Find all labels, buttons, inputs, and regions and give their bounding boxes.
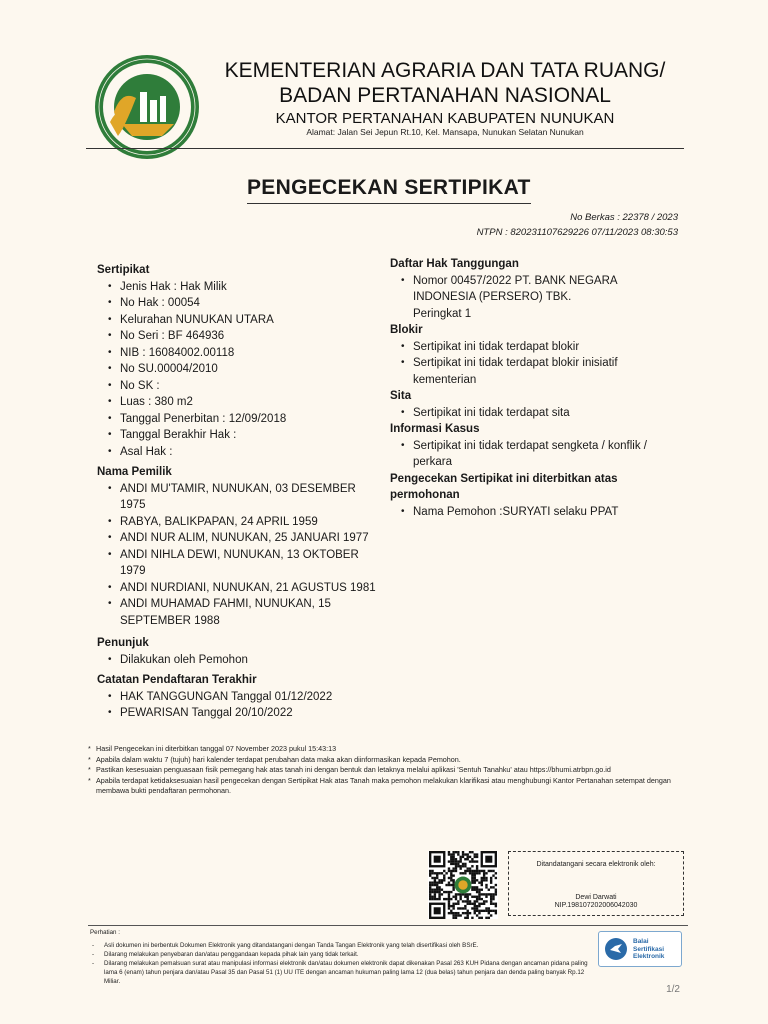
list-item: • Tanggal Penerbitan : 12/09/2018 <box>97 411 377 428</box>
bsre-line-2: Sertifikasi <box>633 945 665 953</box>
list-item: • RABYA, BALIKPAPAN, 24 APRIL 1959 <box>97 514 377 531</box>
penunjuk-list <box>97 652 377 669</box>
list-item: • Luas : 380 m2 <box>97 394 377 411</box>
sertipikat-list <box>97 279 377 461</box>
document-title: PENGECEKAN SERTIPIKAT <box>247 176 531 204</box>
list-item: • ANDI MU'TAMIR, NUNUKAN, 03 DESEMBER 1975 <box>97 481 377 514</box>
footer-item: - Dilarang melakukan pemalsuan surat atau manipulasi informasi elektronik dan/atau dokumen elektronik dapat dikenakan Pasal 263 KUH Pidana dengan ancaman pidana paling lama 6 (enam) tahun penjara dan/atau Pasal 35 dan Pasal 51 (1) UU ITE dengan ancaman hukuman paling lama 12 (dua belas) tahun penjara dan denda paling banyak Rp.12 Miliar. <box>92 959 592 986</box>
section-heading-permohonan: Pengecekan Sertipikat ini diterbitkan atas permohonan <box>390 472 618 501</box>
list-item: • Asal Hak : <box>97 444 377 461</box>
bsre-line-1: Balai <box>633 938 649 945</box>
no-berkas: No Berkas : 22378 / 2023 <box>570 212 678 223</box>
catatan-list <box>97 689 377 722</box>
list-item: • No SK : <box>97 378 377 395</box>
list-item: • Tanggal Berakhir Hak : <box>97 427 377 444</box>
qr-code <box>428 851 498 919</box>
list-item: • Sertipikat ini tidak terdapat sengketa / konflik / perkara <box>390 438 680 471</box>
footer-list <box>92 941 592 986</box>
section-heading-tanggungan: Daftar Hak Tanggungan <box>390 258 519 270</box>
list-item: • Nomor 00457/2022 PT. BANK NEGARA INDONESIA (PERSERO) TBK. <box>390 273 680 306</box>
section-heading-blokir: Blokir <box>390 324 423 336</box>
section-heading-catatan: Catatan Pendaftaran Terakhir <box>97 674 257 686</box>
perhatian-label: Perhatian : <box>90 929 120 936</box>
note-item: * Pastikan kesesuaian penguasaan fisik pemegang hak atas tanah ini dengan bentuk dan letaknya melalui aplikasi 'Sentuh Tanahku' atau https://bhumi.atrbpn.go.id <box>88 765 688 776</box>
section-heading-penunjuk: Penunjuk <box>97 637 149 649</box>
note-item: * Apabila terdapat ketidaksesuaian hasil pengecekan dengan Sertipikat Hak atas Tanah maka pemohon melakukan klarifikasi atau menghubungi Kantor Pertanahan setempat dengan membawa bukti pendaftaran permohonan. <box>88 776 688 797</box>
footer-item: - Asli dokumen ini berbentuk Dokumen Elektronik yang ditandatangani dengan Tanda Tangan Elektronik yang telah disertifikasi oleh BSrE. <box>92 941 592 950</box>
list-item: • ANDI NUR ALIM, NUNUKAN, 25 JANUARI 1977 <box>97 530 377 547</box>
list-item: • Sertipikat ini tidak terdapat blokir <box>390 339 680 356</box>
pemilik-list <box>97 481 377 630</box>
list-item: • NIB : 16084002.00118 <box>97 345 377 362</box>
list-item: • Kelurahan NUNUKAN UTARA <box>97 312 377 329</box>
list-item: • No Seri : BF 464936 <box>97 328 377 345</box>
bsre-logo <box>598 931 682 967</box>
list-item: • HAK TANGGUNGAN Tanggal 01/12/2022 <box>97 689 377 706</box>
note-item: * Hasil Pengecekan ini diterbitkan tanggal 07 November 2023 pukul 15:43:13 <box>88 744 688 755</box>
list-item: • Sertipikat ini tidak terdapat blokir inisiatif kementerian <box>390 355 680 388</box>
ministry-line-2: BADAN PERTANAHAN NASIONAL <box>279 84 611 107</box>
list-item: • ANDI MUHAMAD FAHMI, NUNUKAN, 15 SEPTEMBER 1988 <box>97 596 377 629</box>
section-heading-sertipikat: Sertipikat <box>97 264 150 276</box>
list-item: • No Hak : 00054 <box>97 295 377 312</box>
bsre-emblem-icon <box>604 937 628 961</box>
ntpn: NTPN : 820231107629226 07/11/2023 08:30:53 <box>476 227 678 238</box>
list-item: • ANDI NIHLA DEWI, NUNUKAN, 13 OKTOBER 1979 <box>97 547 377 580</box>
note-item: * Apabila dalam waktu 7 (tujuh) hari kalender terdapat perubahan data maka akan diinformasikan kepada Pemohon. <box>88 755 688 766</box>
list-item: • No SU.00004/2010 <box>97 361 377 378</box>
list-item: • Sertipikat ini tidak terdapat sita <box>390 405 680 422</box>
left-column <box>97 262 377 722</box>
sita-list <box>390 405 680 422</box>
blokir-list <box>390 339 680 389</box>
list-item: • Nama Pemohon :SURYATI selaku PPAT <box>390 504 680 521</box>
signer-nip: NIP.198107202006042030 <box>554 902 638 909</box>
signer-name: Dewi Darwati <box>575 894 617 901</box>
footer-item: - Dilarang melakukan penyebaran dan/atau penggandaan kepada pihak lain yang tidak terkait. <box>92 950 592 959</box>
section-heading-pemilik: Nama Pemilik <box>97 466 172 478</box>
signed-electronically-text: Ditandatangani secara elektronik oleh: <box>536 861 656 868</box>
bpn-logo <box>92 52 202 162</box>
page-number: 1/2 <box>666 984 680 995</box>
list-item: • PEWARISAN Tanggal 20/10/2022 <box>97 705 377 722</box>
list-item: • Jenis Hak : Hak Milik <box>97 279 377 296</box>
tanggungan-list <box>390 273 680 306</box>
office-name: KANTOR PERTANAHAN KABUPATEN NUNUKAN <box>275 110 615 127</box>
kasus-list <box>390 438 680 471</box>
peringkat-text: Peringkat 1 <box>413 307 472 320</box>
ministry-title <box>205 58 685 108</box>
notes <box>88 744 688 797</box>
bsre-line-3: Elektronik <box>633 953 665 960</box>
header-divider <box>86 148 684 149</box>
section-heading-kasus: Informasi Kasus <box>390 423 480 435</box>
section-heading-sita: Sita <box>390 390 412 402</box>
signature-box <box>508 851 684 916</box>
permohonan-list <box>390 504 680 521</box>
right-column <box>390 256 680 520</box>
office-address: Alamat: Jalan Sei Jepun Rt.10, Kel. Mansapa, Nunukan Selatan Nunukan <box>306 127 584 137</box>
footer-divider <box>88 925 688 926</box>
ministry-line-1: KEMENTERIAN AGRARIA DAN TATA RUANG/ <box>224 59 666 82</box>
list-item: • Dilakukan oleh Pemohon <box>97 652 377 669</box>
bsre-text <box>633 938 664 961</box>
list-item: • ANDI NURDIANI, NUNUKAN, 21 AGUSTUS 1981 <box>97 580 377 597</box>
